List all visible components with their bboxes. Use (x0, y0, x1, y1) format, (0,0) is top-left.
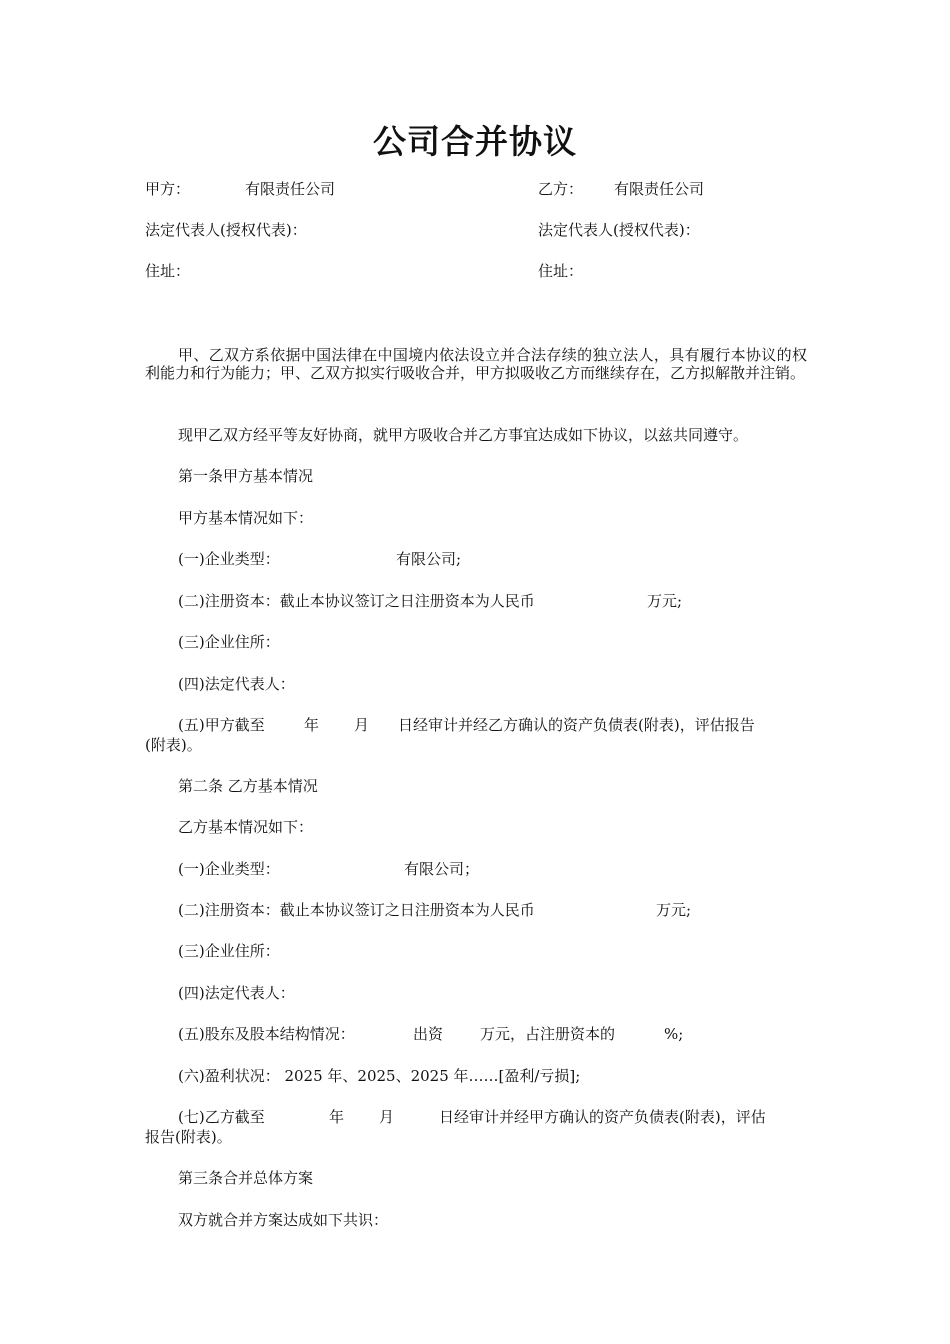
article-2-item-5-invest: 出资 (413, 1025, 444, 1043)
party-a-representative: 法定代表人(授权代表)： (145, 221, 307, 239)
article-2-item-5-percent: %; (664, 1025, 684, 1043)
document-title: 公司合并协议 (373, 122, 577, 161)
article-1-item-4: (四)法定代表人： (178, 675, 295, 693)
article-2-item-7-rest: 日经审计并经甲方确认的资产负债表(附表)，评估 (439, 1108, 766, 1126)
article-1-item-5-tail: (附表)。 (145, 736, 202, 754)
article-1-item-1-label: (一)企业类型： (178, 550, 280, 568)
article-1-item-5-start: (五)甲方截至 (178, 716, 265, 734)
article-2-item-7-year: 年 (329, 1108, 345, 1126)
party-a-label: 甲方： (145, 180, 191, 198)
article-1-heading: 第一条甲方基本情况 (178, 467, 314, 485)
article-1-item-3: (三)企业住所： (178, 633, 280, 651)
intro-paragraph-2: 现甲乙双方经平等友好协商，就甲方吸收合并乙方事宜达成如下协议，以兹共同遵守。 (178, 426, 749, 444)
article-1-lead: 甲方基本情况如下： (178, 509, 314, 527)
intro-paragraph-1: 甲、乙双方系依据中国法律在中国境内依法设立并合法存续的独立法人，具有履行本协议的权利能力和行为能力；甲、乙双方拟实行吸收合并，甲方拟吸收乙方而继续存在，乙方拟解散并注销。 (145, 346, 807, 382)
article-2-lead: 乙方基本情况如下： (178, 818, 314, 836)
article-2-item-5-label: (五)股东及股本结构情况： (178, 1025, 355, 1043)
article-2-item-3: (三)企业住所： (178, 942, 280, 960)
article-3-lead: 双方就合并方案达成如下共识： (178, 1211, 389, 1229)
article-1-item-2-unit: 万元; (647, 592, 683, 610)
article-2-item-4: (四)法定代表人： (178, 984, 295, 1002)
article-1-item-5-year: 年 (304, 716, 320, 734)
article-2-item-7-start: (七)乙方截至 (178, 1108, 265, 1126)
article-1-item-1-value: 有限公司; (396, 550, 462, 568)
article-3-heading: 第三条合并总体方案 (178, 1169, 314, 1187)
party-a-name: 有限责任公司 (245, 180, 336, 198)
article-1-item-5-month: 月 (354, 716, 370, 734)
article-2-item-7-tail: 报告(附表)。 (145, 1128, 232, 1146)
article-2-item-2-label: (二)注册资本：截止本协议签订之日注册资本为人民币 (178, 901, 535, 919)
article-2-item-1-value: 有限公司； (404, 860, 480, 878)
article-2-item-2-unit: 万元; (656, 901, 692, 919)
article-2-item-1-label: (一)企业类型： (178, 860, 280, 878)
party-b-name: 有限责任公司 (614, 180, 705, 198)
party-b-label: 乙方： (538, 180, 584, 198)
party-b-address: 住址： (538, 262, 584, 280)
article-2-heading: 第二条 乙方基本情况 (178, 777, 318, 795)
article-2-item-5-unit: 万元，占注册资本的 (480, 1025, 616, 1043)
party-a-address: 住址： (145, 262, 191, 280)
party-b-representative: 法定代表人(授权代表)： (538, 221, 700, 239)
article-1-item-5-rest: 日经审计并经乙方确认的资产负债表(附表)，评估报告 (398, 716, 755, 734)
article-1-item-2-label: (二)注册资本：截止本协议签订之日注册资本为人民币 (178, 592, 535, 610)
article-2-item-6: (六)盈利状况： 2025 年、2025、2025 年……[盈利/亏损]; (178, 1067, 581, 1085)
article-2-item-7-month: 月 (379, 1108, 395, 1126)
